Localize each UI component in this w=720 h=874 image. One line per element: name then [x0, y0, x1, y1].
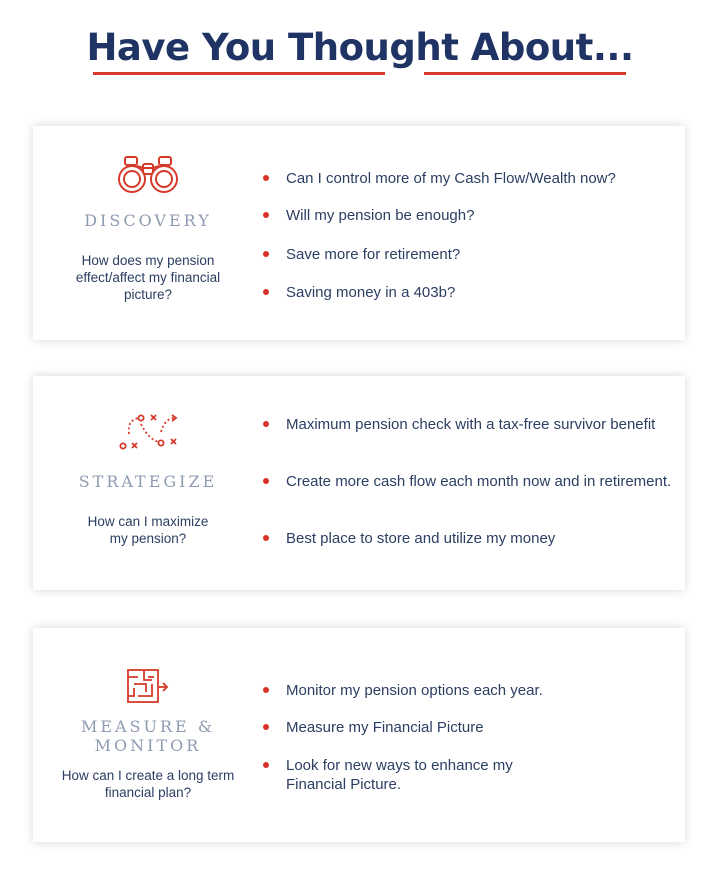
- bullet-dot: [263, 421, 269, 427]
- bullet-item: [263, 681, 686, 700]
- bullet-item: [263, 529, 686, 548]
- bullet-dot: [263, 762, 269, 768]
- card-left-panel: [33, 376, 263, 590]
- section-question: How does my pension effect/affect my financial picture?: [75, 253, 221, 302]
- bullet-dot: [263, 478, 269, 484]
- bullet-item: [263, 169, 686, 188]
- title-underline: [93, 72, 385, 75]
- bullet-dot: [263, 251, 269, 257]
- bullet-item: [263, 283, 686, 302]
- strategize-card: [33, 376, 685, 590]
- maze-icon: [126, 668, 170, 704]
- section-label: STRATEGIZE: [78, 472, 218, 491]
- bullet-dot: [263, 289, 269, 295]
- bullet-dot: [263, 175, 269, 181]
- bullet-text: Saving money in a 403b?: [286, 284, 456, 301]
- bullet-dot: [263, 212, 269, 218]
- bullet-text: Will my pension be enough?: [286, 207, 475, 224]
- section-question: How can I create a long term financial plan?: [61, 768, 235, 800]
- section-label: DISCOVERY: [84, 211, 212, 230]
- bullet-item: [263, 756, 686, 794]
- bullet-dot: [263, 535, 269, 541]
- bullet-text: Monitor my pension options each year.: [286, 682, 543, 699]
- card-left-panel: [33, 126, 263, 340]
- binoculars-icon: [115, 154, 181, 194]
- section-question: How can I maximize my pension?: [87, 514, 209, 546]
- bullet-item: [263, 415, 686, 434]
- page-title: Have You Thought About...: [86, 26, 634, 69]
- bullet-text: Save more for retirement?: [286, 246, 461, 263]
- bullet-dot: [263, 687, 269, 693]
- bullet-text: Look for new ways to enhance my Financial Picture.: [286, 757, 513, 793]
- bullet-item: [263, 718, 686, 737]
- bullet-item: [263, 206, 686, 225]
- card-left-panel: [33, 628, 263, 842]
- title-underline: [424, 72, 626, 75]
- bullet-text: Best place to store and utilize my money: [286, 530, 556, 547]
- bullet-item: [263, 472, 686, 491]
- section-label: MEASURE & MONITOR: [80, 717, 216, 755]
- strategy-play-icon: [115, 412, 181, 452]
- bullet-text: Can I control more of my Cash Flow/Wealth now?: [286, 170, 616, 187]
- measure-monitor-card: [33, 628, 685, 842]
- bullet-text: Create more cash flow each month now and in retirement.: [286, 473, 672, 490]
- bullet-text: Maximum pension check with a tax-free survivor benefit: [286, 416, 656, 433]
- bullet-text: Measure my Financial Picture: [286, 719, 484, 736]
- discovery-card: [33, 126, 685, 340]
- bullet-dot: [263, 724, 269, 730]
- bullet-item: [263, 245, 686, 264]
